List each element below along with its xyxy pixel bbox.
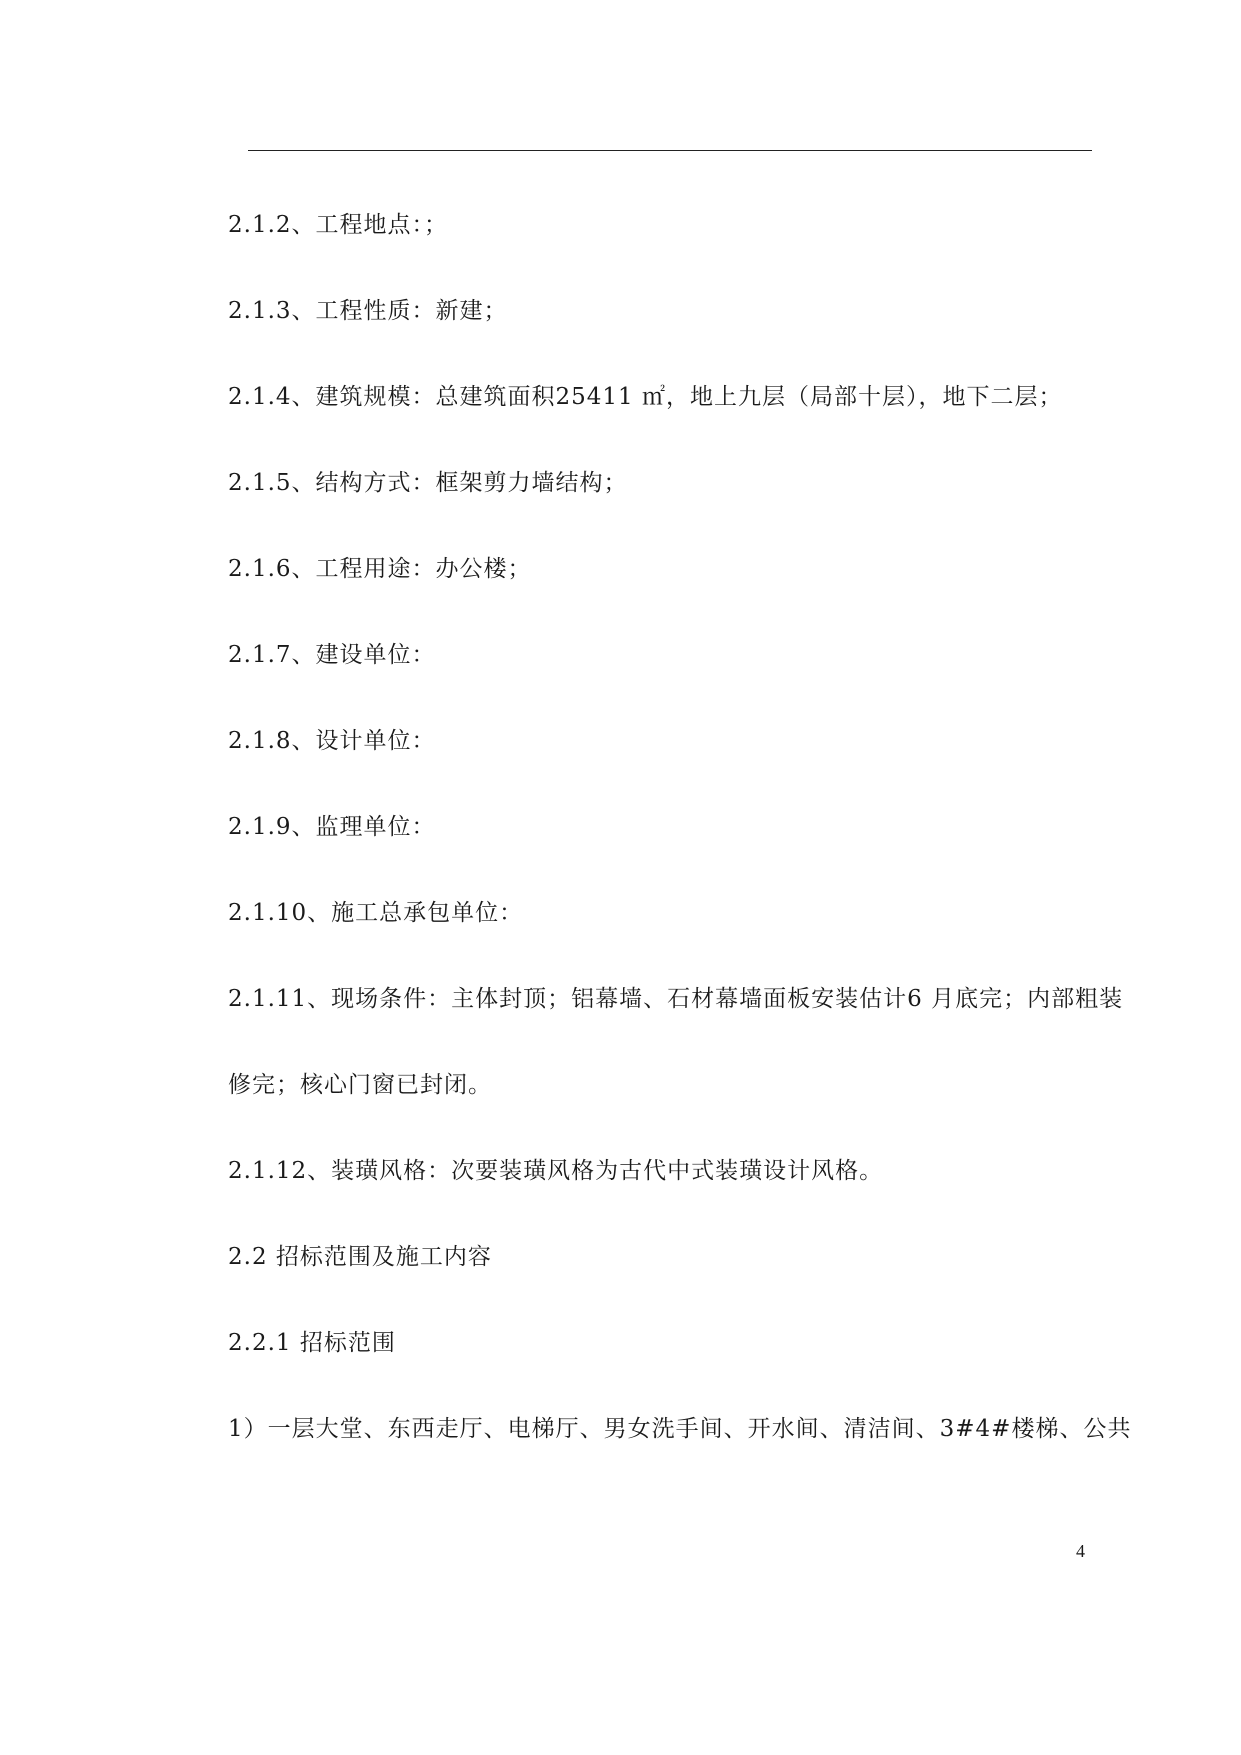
item-site-conditions-continued: 修完；核心门窗已封闭。 bbox=[228, 1072, 492, 1098]
header-rule bbox=[248, 150, 1092, 151]
item-supervision-unit: 2.1.9、监理单位： bbox=[228, 814, 436, 840]
item-decoration-style: 2.1.12、装璜风格：次要装璜风格为古代中式装璜设计风格。 bbox=[228, 1158, 884, 1184]
subsection-heading-bidding-scope: 2.2.1 招标范围 bbox=[228, 1330, 396, 1356]
item-project-nature: 2.1.3、工程性质：新建； bbox=[228, 298, 508, 324]
item-design-unit: 2.1.8、设计单位： bbox=[228, 728, 436, 754]
item-project-location: 2.1.2、工程地点：； bbox=[228, 212, 449, 238]
item-structure-type: 2.1.5、结构方式：框架剪力墙结构； bbox=[228, 470, 628, 496]
page-number: 4 bbox=[1076, 1541, 1085, 1561]
item-project-use: 2.1.6、工程用途：办公楼； bbox=[228, 556, 532, 582]
item-general-contractor: 2.1.10、施工总承包单位： bbox=[228, 900, 524, 926]
list-item-scope-1: 1）一层大堂、东西走厅、电梯厅、男女洗手间、开水间、清洁间、3#4#楼梯、公共 bbox=[228, 1416, 1132, 1442]
section-heading-scope-and-content: 2.2 招标范围及施工内容 bbox=[228, 1244, 492, 1270]
item-construction-unit: 2.1.7、建设单位： bbox=[228, 642, 436, 668]
item-site-conditions: 2.1.11、现场条件：主体封顶；铝幕墙、石材幕墙面板安装估计6 月底完；内部粗装 bbox=[228, 986, 1124, 1012]
item-building-scale: 2.1.4、建筑规模：总建筑面积25411 ㎡，地上九层（局部十层），地下二层； bbox=[228, 384, 1063, 410]
